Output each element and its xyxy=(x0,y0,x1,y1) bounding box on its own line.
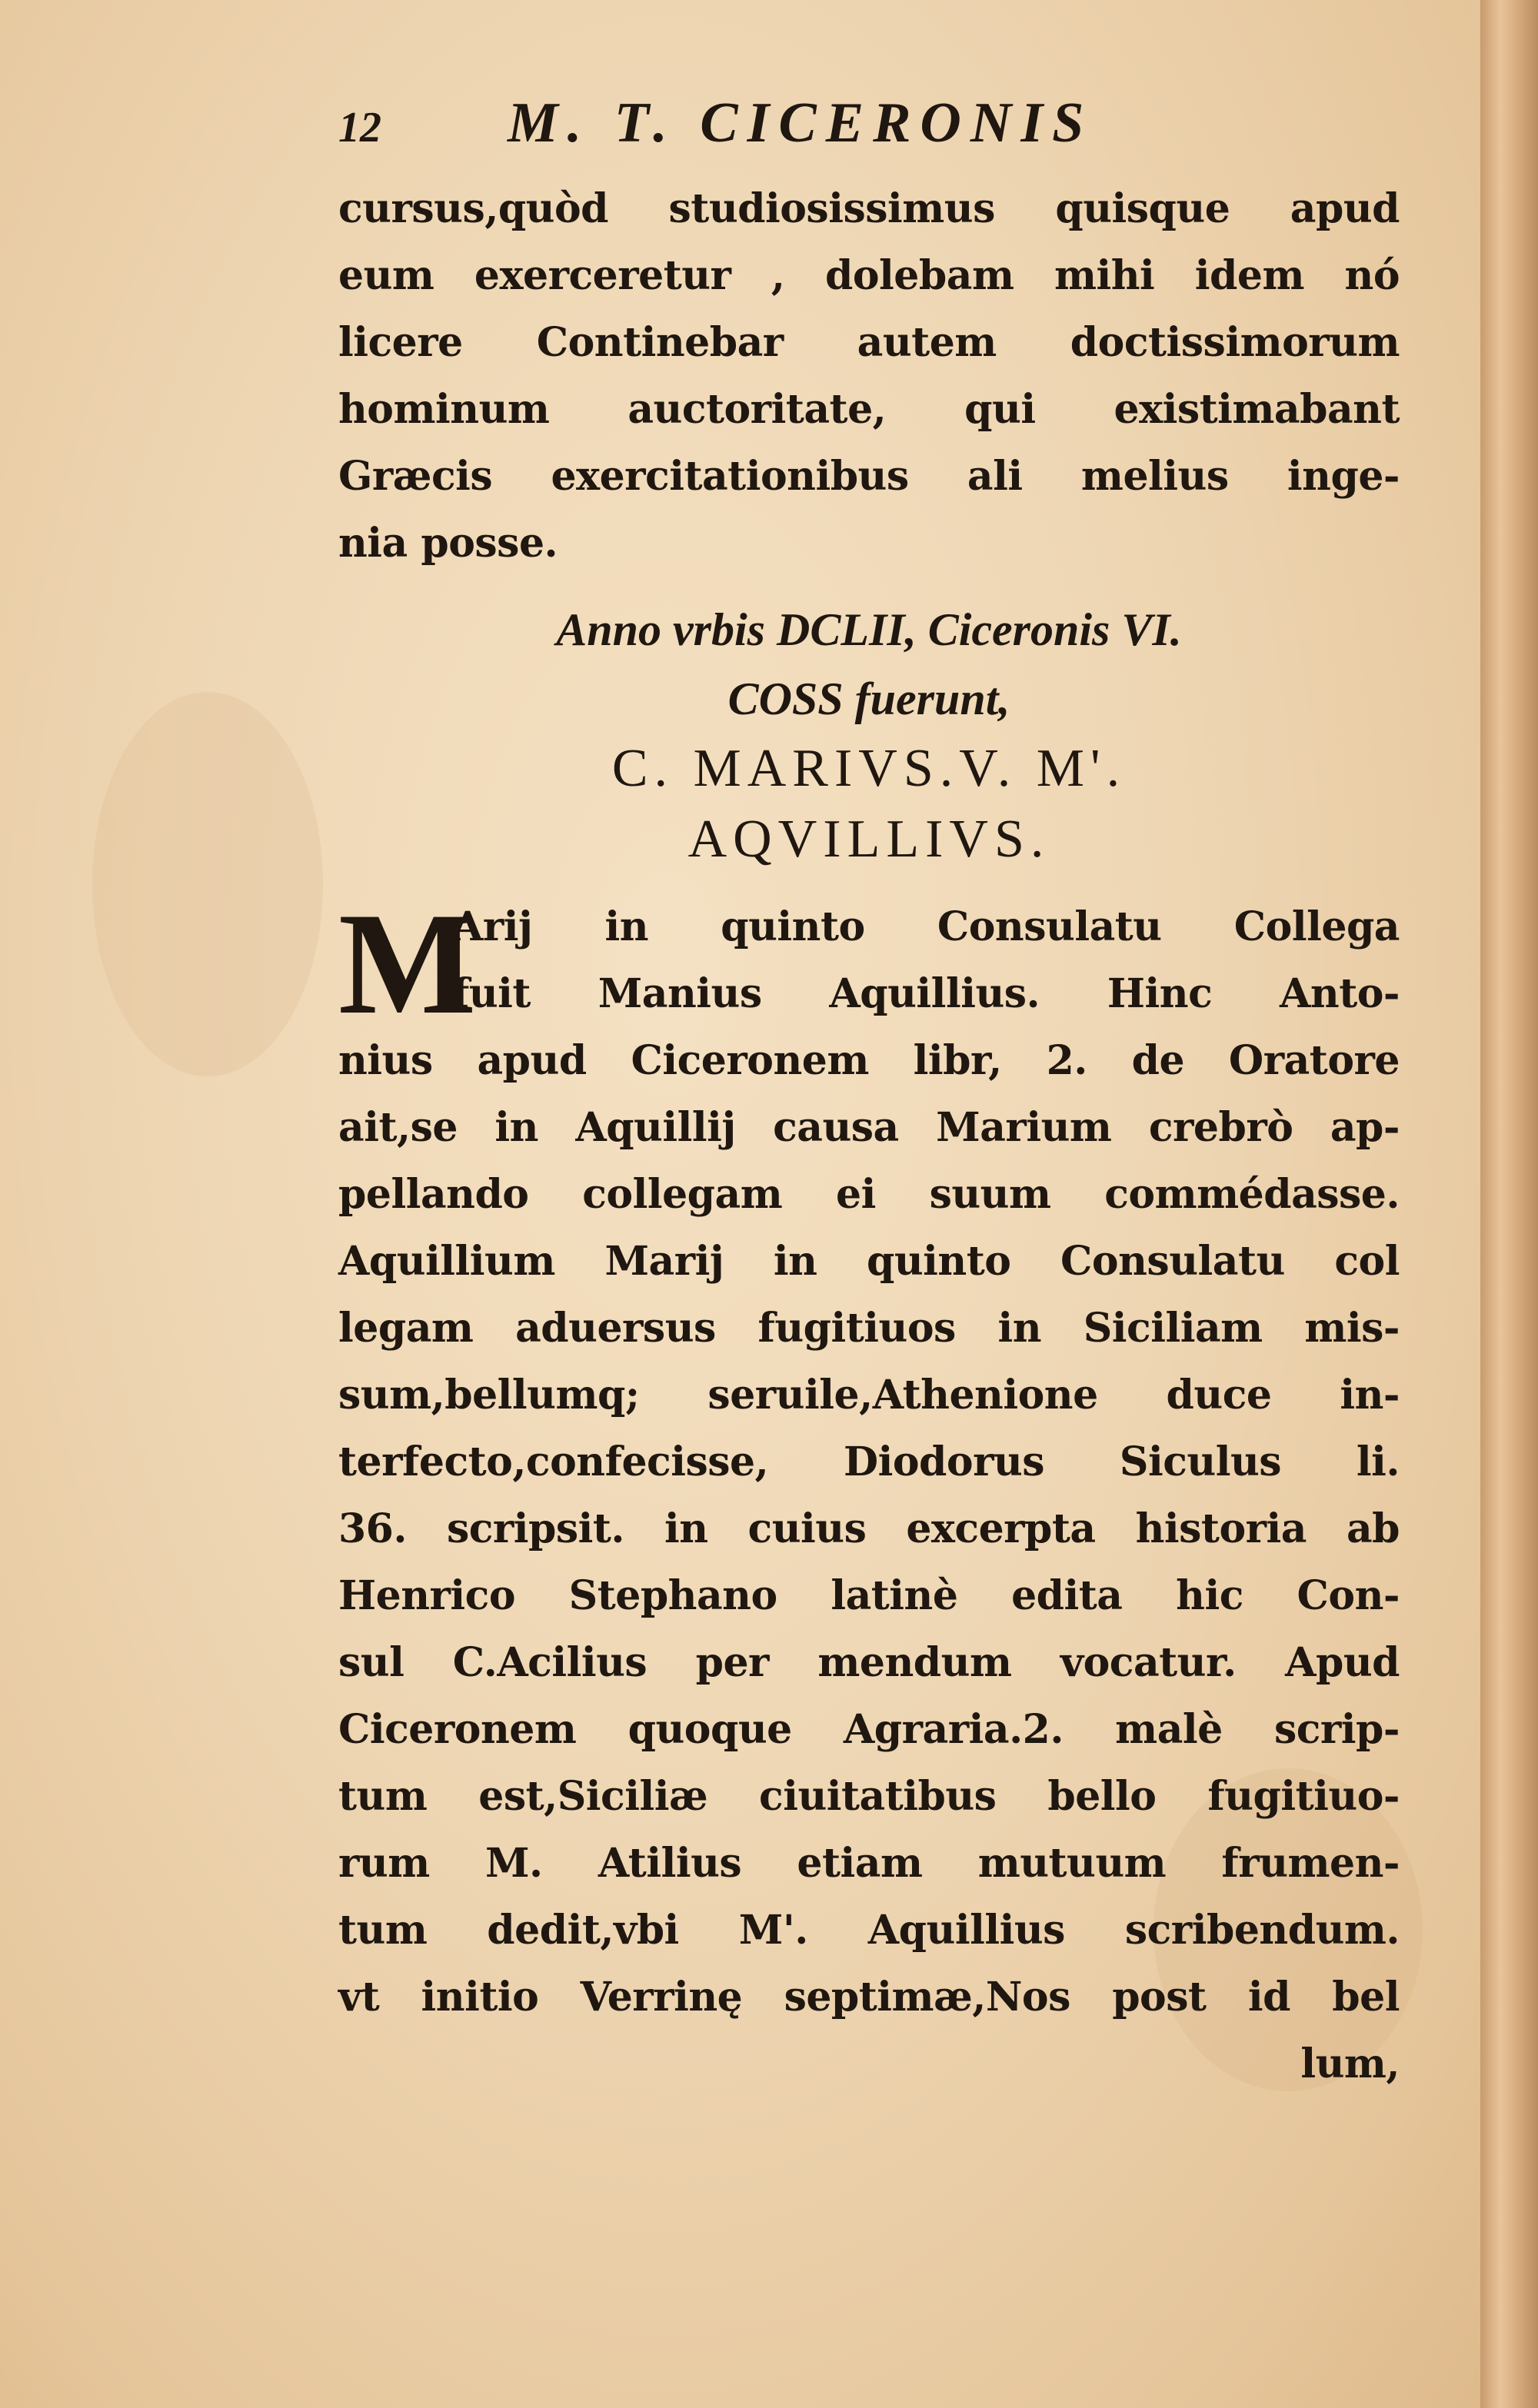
text-line: ait,se in Aquillij causa Marium crebrò ap- xyxy=(338,1104,1400,1151)
text-line: cursus,quòd studiosissimus quisque apud xyxy=(338,185,1400,232)
text-line: tum est,Siciliæ ciuitatibus bello fugitiuo- xyxy=(338,1773,1400,1820)
text-block xyxy=(338,91,1400,2097)
book-gutter xyxy=(1480,0,1538,2408)
text-line: eum exerceretur , dolebam mihi idem nó xyxy=(338,252,1400,299)
text-line: Arij in quinto Consulatu Collega xyxy=(452,903,1400,950)
text-line: licere Continebar autem doctissimorum xyxy=(338,319,1400,366)
catchword: lum, xyxy=(1300,2040,1400,2087)
text-line: fuit Manius Aquillius. Hinc Anto- xyxy=(452,970,1400,1017)
text-line: tum dedit,vbi M'. Aquillius scribendum. xyxy=(338,1907,1400,1954)
text-line: 36. scripsit. in cuius excerpta historia ab xyxy=(338,1505,1400,1552)
paper-stain xyxy=(92,692,323,1076)
year-heading-line: COSS fuerunt, xyxy=(727,674,1010,724)
text-line: vt initio Verrinę septimæ,Nos post id bel xyxy=(338,1974,1400,2021)
text-line: hominum auctoritate, qui existimabant xyxy=(338,386,1400,433)
text-line: rum M. Atilius etiam mutuum frumen- xyxy=(338,1840,1400,1887)
page-number: 12 xyxy=(338,104,381,151)
text-line: Henrico Stephano latinè edita hic Con- xyxy=(338,1572,1400,1619)
text-line: Ciceronem quoque Agraria.2. malè scrip- xyxy=(338,1706,1400,1753)
opening-paragraph xyxy=(338,175,1400,577)
text-line: nia posse. xyxy=(338,520,558,567)
consul-line: AQVILLIVS. xyxy=(687,810,1050,869)
consul-line: C. MARIVS.V. M'. xyxy=(611,739,1127,798)
year-heading xyxy=(338,595,1400,733)
text-line: Græcis exercitationibus ali melius inge- xyxy=(338,453,1400,500)
consuls-heading xyxy=(338,733,1400,875)
text-line: sul C.Acilius per mendum vocatur. Apud xyxy=(338,1639,1400,1686)
drop-cap: M xyxy=(338,883,477,1045)
text-line: pellando collegam ei suum commédasse. xyxy=(338,1171,1400,1218)
running-head: M. T. CICERONIS xyxy=(508,91,1094,155)
text-line: sum,bellumq; seruile,Athenione duce in- xyxy=(338,1372,1400,1419)
body-paragraph xyxy=(338,883,1400,2097)
page-header xyxy=(338,91,1400,175)
text-line: terfecto,confecisse, Diodorus Siculus li. xyxy=(338,1438,1400,1485)
text-line: legam aduersus fugitiuos in Siciliam mis- xyxy=(338,1305,1400,1352)
year-heading-line: Anno vrbis DCLII, Ciceronis VI. xyxy=(556,604,1182,655)
text-line: nius apud Ciceronem libr, 2. de Oratore xyxy=(338,1037,1400,1084)
text-line: Aquillium Marij in quinto Consulatu col xyxy=(338,1238,1400,1285)
